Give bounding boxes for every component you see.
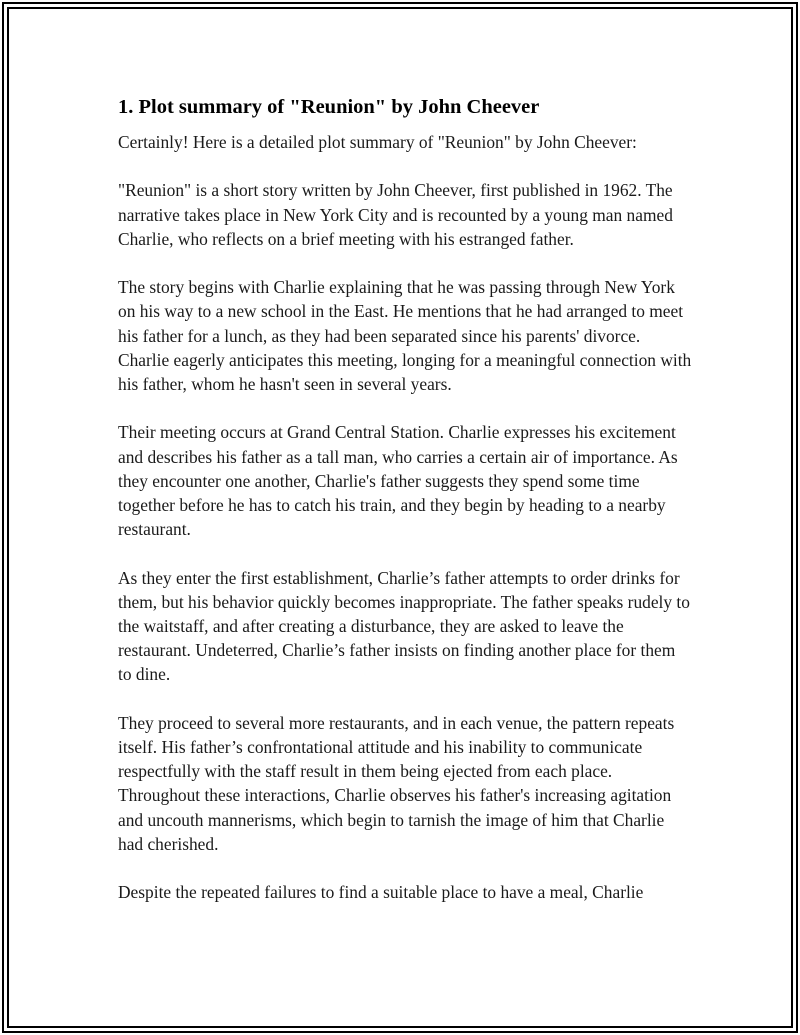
paragraph-meeting: Their meeting occurs at Grand Central Station. Charlie expresses his excitement and describes his father as a tall man, who carries a certain air of importance. As they encounter one another, Charlie's father suggests they spend some time together before he has to catch his train, and they begin by heading to a nearby restaurant.: [118, 422, 678, 540]
paragraph-beginning: The story begins with Charlie explaining that he was passing through New York on his way to a new school in the East. He mentions that he had arranged to meet his father for a lunch, as they had been separated since his parents' divorce. Charlie eagerly anticipates this meeting, longing for a meaningful connection with his father, whom he hasn't seen in several years.: [118, 277, 692, 394]
paragraph-despite: Despite the repeated failures to find a suitable place to have a meal, Charlie: [118, 882, 644, 903]
paragraph-first-restaurant: As they enter the first establishment, Charlie’s father attempts to order drinks for them, but his behavior quickly becomes inappropriate. The father speaks rudely to the waitstaff, and after creating a disturbance, they are asked to leave the restaurant. Undeterred, Charlie’s father insists on finding another place for them to dine.: [118, 567, 690, 685]
section-heading: 1. Plot summary of "Reunion" by John Cheever: [118, 96, 540, 118]
document-body: [118, 94, 693, 929]
paragraph-overview: "Reunion" is a short story written by John Cheever, first published in 1962. The narrative takes place in New York City and is recounted by a young man named Charlie, who reflects on a brief meeting with his estranged father.: [118, 180, 673, 249]
paragraph-intro: Certainly! Here is a detailed plot summary of "Reunion" by John Cheever:: [118, 132, 637, 152]
paragraph-more-restaurants: They proceed to several more restaurants, and in each venue, the pattern repeats itself. His father’s confrontational attitude and his inability to communicate respectfully with the staff result in them being ejected from each place. Throughout these interactions, Charlie observes his father's increasing agitation and uncouth mannerisms, which begin to tarnish the image of him that Charlie had cherished.: [118, 712, 675, 854]
